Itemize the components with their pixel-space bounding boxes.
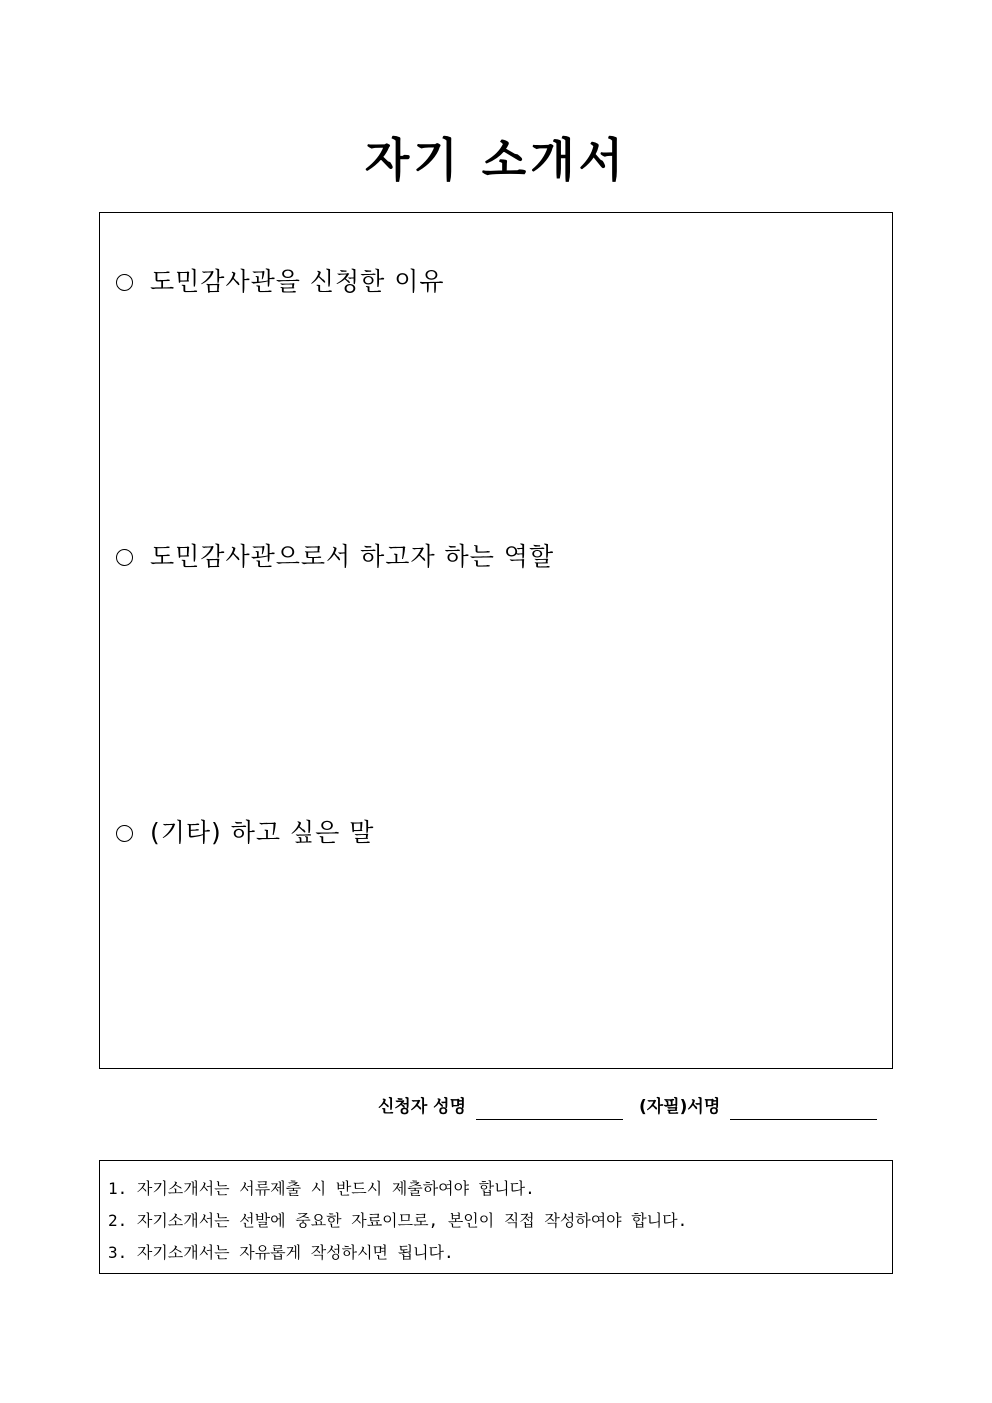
notice-item: 2. 자기소개서는 선발에 중요한 자료이므로, 본인이 직접 작성하여야 합니다. — [108, 1211, 688, 1230]
notice-box — [99, 1160, 893, 1274]
signature-row — [378, 1094, 877, 1120]
signature-field[interactable] — [730, 1101, 877, 1120]
handwritten-sign-label: (자필)서명 — [639, 1097, 721, 1117]
document-title: 자기 소개서 — [364, 133, 628, 187]
section-label: (기타) 하고 싶은 말 — [150, 818, 375, 847]
essay-box — [99, 212, 893, 1069]
notice-item: 1. 자기소개서는 서류제출 시 반드시 제출하여야 합니다. — [108, 1179, 535, 1198]
circle-bullet-icon — [116, 549, 133, 566]
section-role — [116, 540, 554, 574]
circle-bullet-icon — [116, 274, 133, 291]
applicant-name-field[interactable] — [476, 1101, 623, 1120]
notice-item: 3. 자기소개서는 자유롭게 작성하시면 됩니다. — [108, 1243, 454, 1262]
applicant-name-label: 신청자 성명 — [378, 1097, 467, 1117]
circle-bullet-icon — [116, 825, 133, 842]
section-reason — [116, 265, 445, 299]
section-other — [116, 816, 374, 850]
section-label: 도민감사관으로서 하고자 하는 역할 — [150, 542, 555, 571]
section-label: 도민감사관을 신청한 이유 — [150, 267, 445, 296]
notice-list — [108, 1173, 687, 1269]
